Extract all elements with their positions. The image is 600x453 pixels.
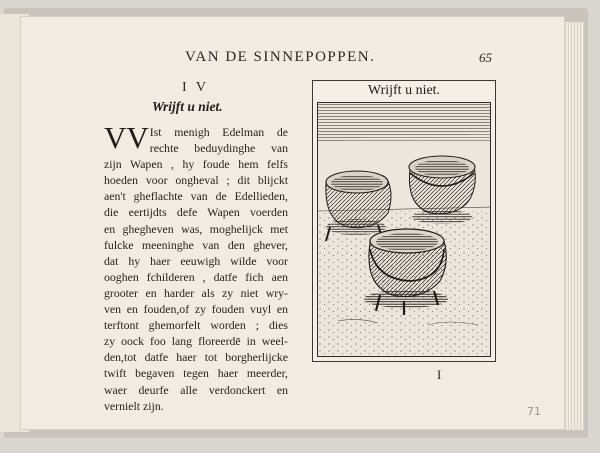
text-line: rechte beduydinghe van [149, 141, 288, 156]
text-line: en ghegheven was, moghelijck met [104, 221, 288, 236]
text-line: zijn Wapen , hy foude hem felfs [104, 157, 288, 172]
text-line: Ist menigh Edelman de [149, 125, 288, 139]
text-line: ooghen fchilderen , datfe fich aen [104, 269, 288, 284]
emblem-motto: Wrijft u niet. [152, 99, 223, 114]
text-line: waer deurfe alle verdonckert en [104, 382, 288, 397]
drop-cap: VV [104, 120, 149, 155]
engraving-image [317, 102, 491, 357]
running-head: VAN DE SINNEPOPPEN. [185, 49, 376, 65]
pencil-annotation: 71 [527, 405, 541, 418]
text-line: ven en fouden,of zy fouden vuyl en [104, 302, 288, 317]
cooking-pots-engraving [318, 103, 491, 357]
signature-mark: I [437, 367, 442, 382]
text-line: die eertijdts defe Wapen voerden [104, 205, 288, 220]
text-line: aen't gheflachte van de Edellieden, [104, 189, 288, 204]
text-line: dat hy haer eeuwigh wilde voor [104, 253, 288, 268]
text-line: den,tot datfe haer tot borgherlijcke [104, 350, 288, 365]
emblem-plate [312, 80, 496, 362]
text-line: grooter en harder als zy niet wry- [104, 285, 288, 300]
plate-title: Wrijft u niet. [367, 83, 441, 98]
text-line: vernielt zijn. [104, 398, 164, 413]
emblem-text [104, 120, 288, 413]
text-line: zy oock foo lang floreerdē in weel- [104, 334, 288, 349]
page-number: 65 [479, 50, 492, 65]
text-line: hoeden voor ongheval ; dit blijckt [104, 173, 288, 188]
text-line: terftont ghemorfelt worden ; dies [104, 318, 288, 333]
emblem-number: I V [182, 80, 210, 95]
text-line: twift begaven tegen haer meerder, [104, 366, 288, 381]
text-line: fulcke meeninghe van den ghever, [104, 237, 288, 252]
